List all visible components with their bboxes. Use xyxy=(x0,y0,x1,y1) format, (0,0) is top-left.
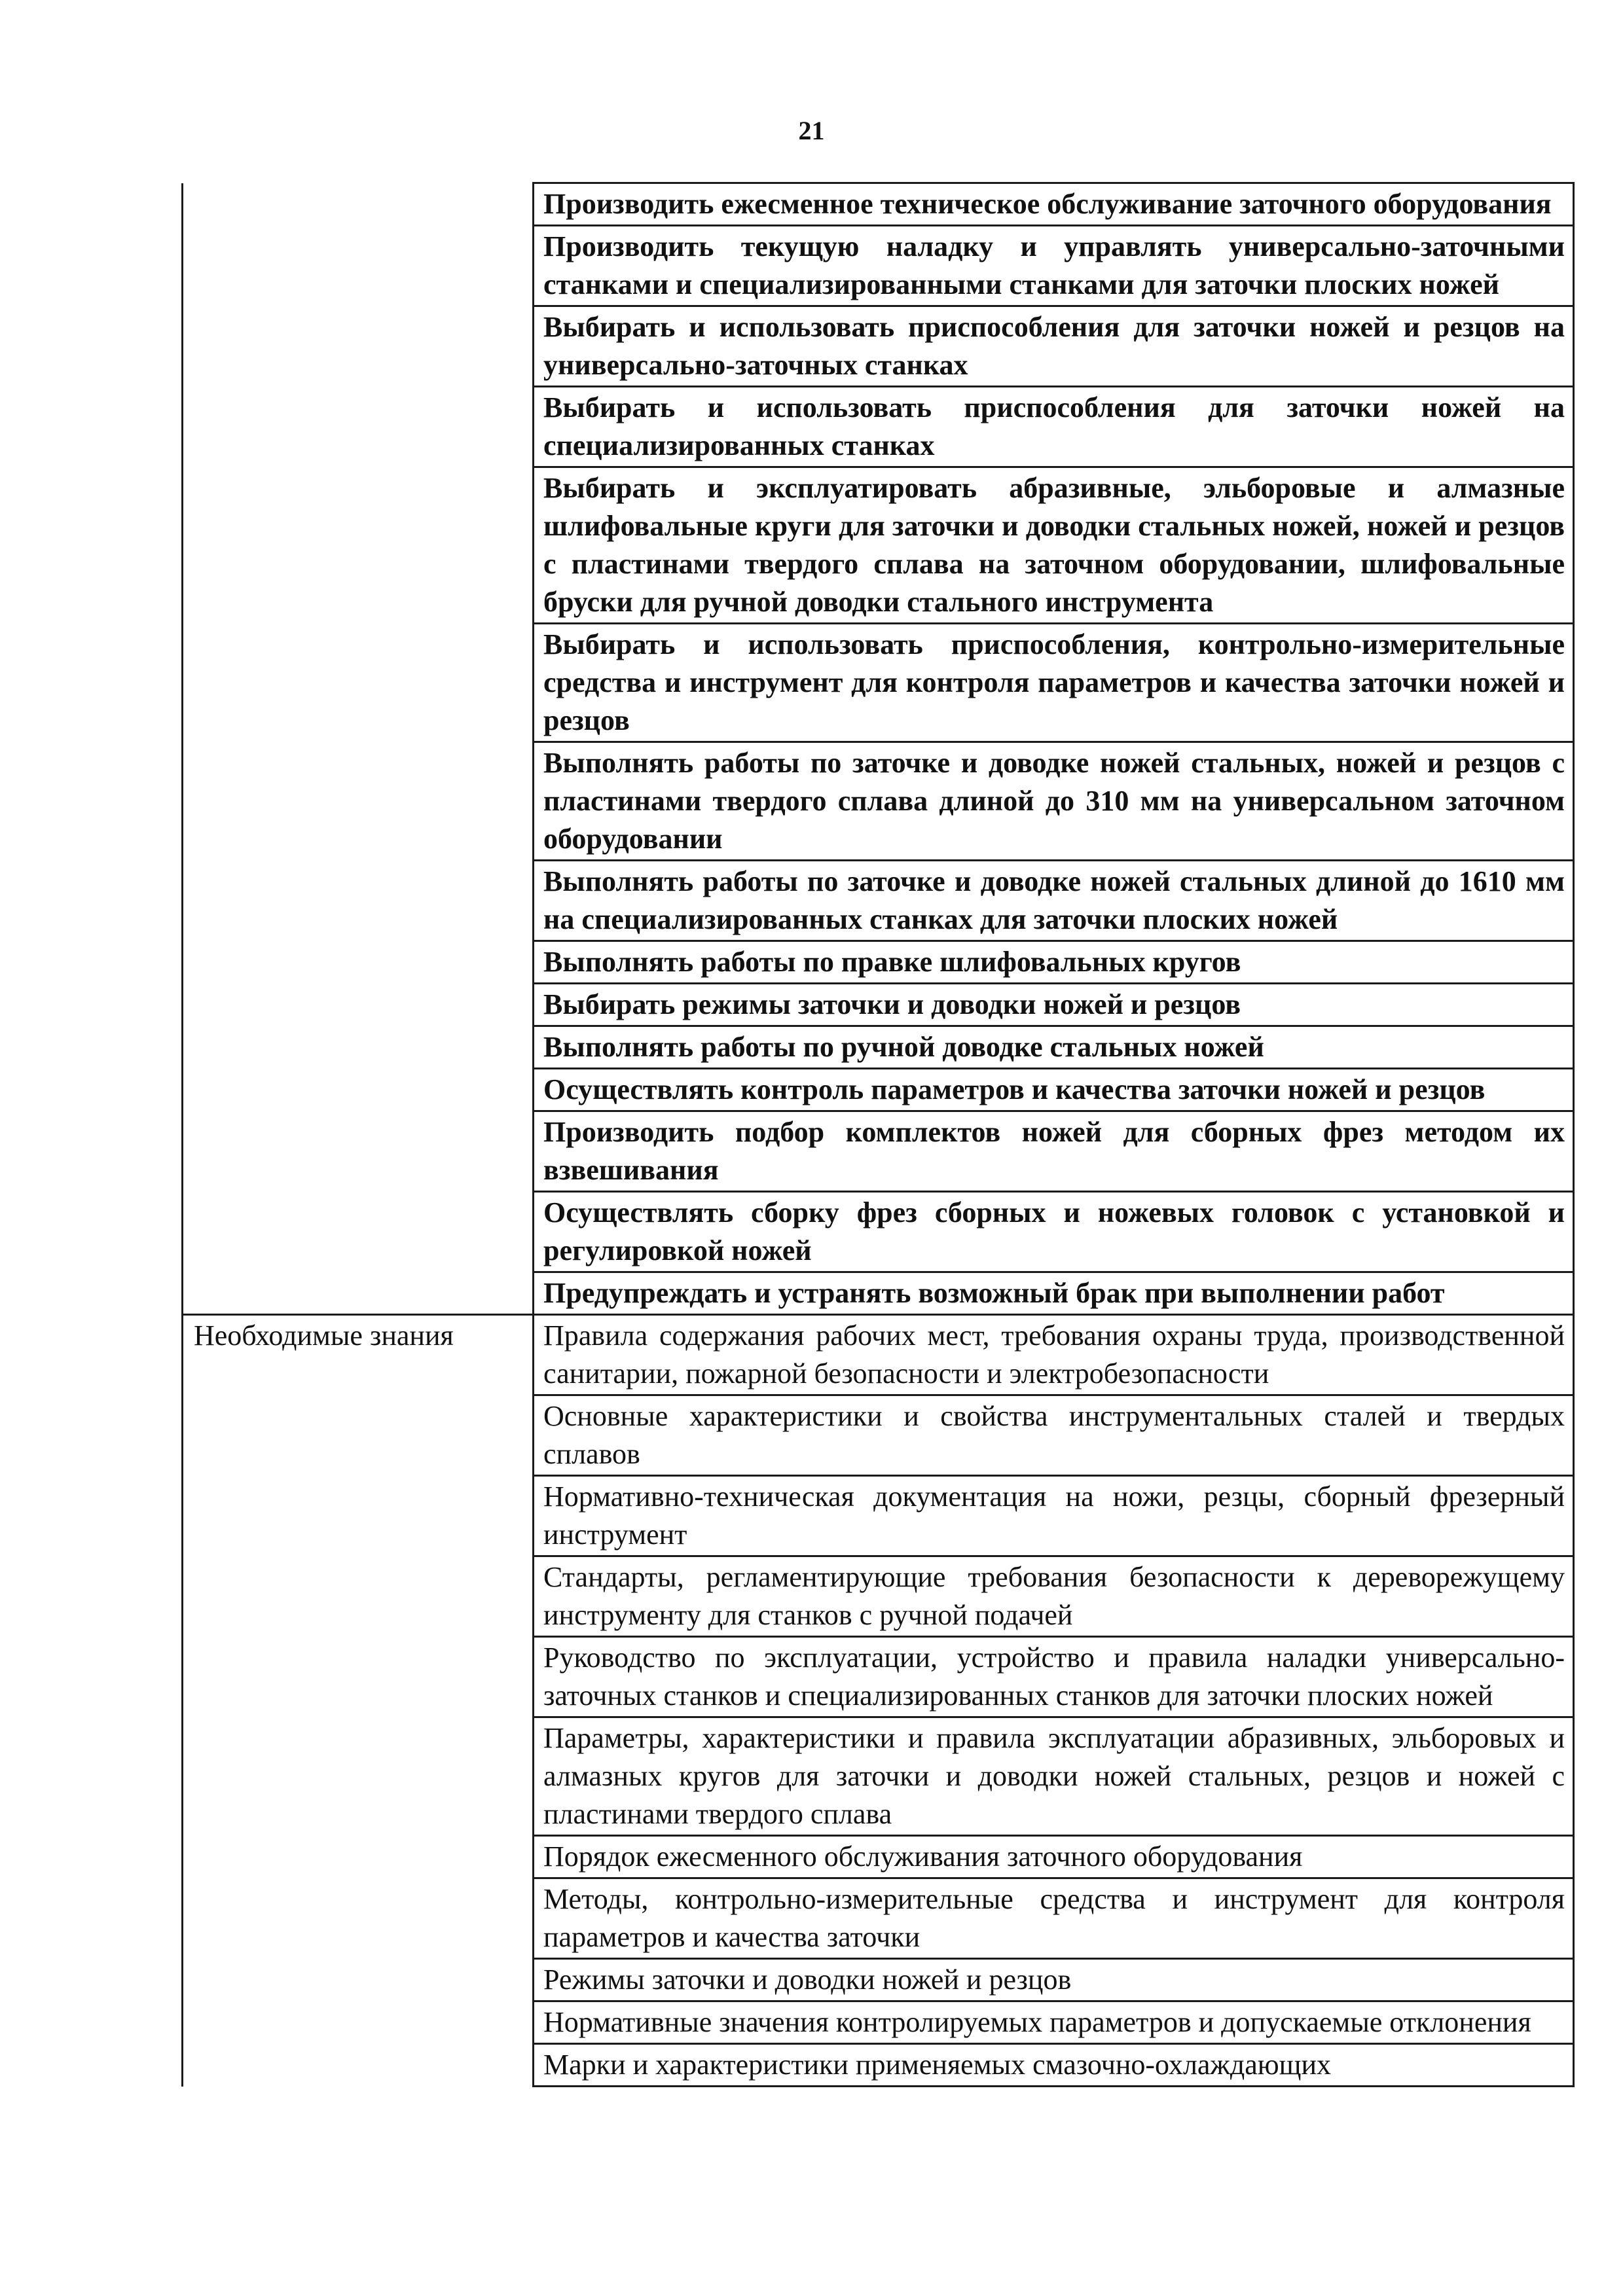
skills-item: Производить ежесменное техническое обслуживание заточного оборудования xyxy=(534,183,1574,226)
table-row xyxy=(183,742,1574,861)
skills-item: Выбирать и использовать приспособления, контрольно-измерительные средства и инструмент для контроля параметров и качества заточки ножей и резцов xyxy=(534,624,1574,742)
skills-section xyxy=(183,183,1574,1315)
label-cell-empty xyxy=(183,1069,534,1111)
label-cell-empty xyxy=(183,941,534,984)
label-cell-empty xyxy=(183,1717,534,1836)
table-row xyxy=(183,1717,1574,1836)
table-row xyxy=(183,1556,1574,1637)
competency-table xyxy=(181,182,1575,2087)
table-row xyxy=(183,1069,1574,1111)
label-cell-empty xyxy=(183,1026,534,1069)
table-row xyxy=(183,1836,1574,1878)
table-row xyxy=(183,984,1574,1026)
label-cell-empty xyxy=(183,2044,534,2087)
table-row xyxy=(183,861,1574,941)
knowledge-item: Руководство по эксплуатации, устройство и правила наладки универсально-заточных станков и специализированных станков для заточки плоских ножей xyxy=(534,1637,1574,1717)
table-row xyxy=(183,1272,1574,1315)
table-row xyxy=(183,2001,1574,2044)
skills-item: Предупреждать и устранять возможный брак при выполнении работ xyxy=(534,1272,1574,1315)
skills-item: Производить текущую наладку и управлять универсально-заточными станками и специализированными станками для заточки плоских ножей xyxy=(534,226,1574,306)
table-row xyxy=(183,2044,1574,2087)
skills-item: Выбирать и использовать приспособления для заточки ножей на специализированных станках xyxy=(534,387,1574,467)
skills-item: Осуществлять контроль параметров и качества заточки ножей и резцов xyxy=(534,1069,1574,1111)
label-cell-empty xyxy=(183,861,534,941)
table-row xyxy=(183,1878,1574,1959)
label-cell-empty xyxy=(183,1878,534,1959)
table-row xyxy=(183,387,1574,467)
knowledge-item: Марки и характеристики применяемых смазочно-охлаждающих xyxy=(534,2044,1574,2087)
skills-item: Выбирать и использовать приспособления для заточки ножей и резцов на универсально-заточных станках xyxy=(534,306,1574,387)
label-cell-empty xyxy=(183,984,534,1026)
table-row xyxy=(183,183,1574,226)
knowledge-item: Правила содержания рабочих мест, требования охраны труда, производственной санитарии, пожарной безопасности и электробезопасности xyxy=(534,1315,1574,1395)
label-cell-empty xyxy=(183,1836,534,1878)
knowledge-item: Нормативно-техническая документация на ножи, резцы, сборный фрезерный инструмент xyxy=(534,1476,1574,1556)
table-row xyxy=(183,941,1574,984)
skills-item: Выбирать режимы заточки и доводки ножей и резцов xyxy=(534,984,1574,1026)
skills-item: Выполнять работы по заточке и доводке ножей стальных длиной до 1610 мм на специализированных станках для заточки плоских ножей xyxy=(534,861,1574,941)
skills-item: Осуществлять сборку фрез сборных и ножевых головок с установкой и регулировкой ножей xyxy=(534,1192,1574,1272)
skills-item: Выполнять работы по ручной доводке стальных ножей xyxy=(534,1026,1574,1069)
label-cell-empty xyxy=(183,1111,534,1192)
table-row xyxy=(183,1476,1574,1556)
page-number: 21 xyxy=(798,116,825,145)
label-cell-empty xyxy=(183,387,534,467)
label-cell-empty xyxy=(183,306,534,387)
knowledge-item: Основные характеристики и свойства инструментальных сталей и твердых сплавов xyxy=(534,1395,1574,1476)
label-cell-empty xyxy=(183,1272,534,1315)
label-cell-empty xyxy=(183,467,534,624)
knowledge-item: Методы, контрольно-измерительные средства и инструмент для контроля параметров и качества заточки xyxy=(534,1878,1574,1959)
label-cell-empty xyxy=(183,742,534,861)
knowledge-label: Необходимые знания xyxy=(183,1315,534,1395)
knowledge-section xyxy=(183,1315,1574,2087)
table-row xyxy=(183,306,1574,387)
label-cell-empty xyxy=(183,2001,534,2044)
table-row xyxy=(183,1395,1574,1476)
label-cell-empty xyxy=(183,624,534,742)
label-cell-empty xyxy=(183,1192,534,1272)
table-row xyxy=(183,1637,1574,1717)
table-row xyxy=(183,226,1574,306)
table-row xyxy=(183,1959,1574,2001)
label-cell-empty xyxy=(183,1959,534,2001)
label-cell-empty xyxy=(183,1476,534,1556)
table-row xyxy=(183,1111,1574,1192)
table-row xyxy=(183,467,1574,624)
skills-item: Выбирать и эксплуатировать абразивные, эльборовые и алмазные шлифовальные круги для заточки и доводки стальных ножей, ножей и резцов с пластинами твердого сплава на заточном оборудовании, шлифовальные бруски для ручной доводки стального инструмента xyxy=(534,467,1574,624)
knowledge-item: Режимы заточки и доводки ножей и резцов xyxy=(534,1959,1574,2001)
label-cell-empty xyxy=(183,1556,534,1637)
knowledge-item: Стандарты, регламентирующие требования безопасности к дереворежущему инструменту для станков с ручной подачей xyxy=(534,1556,1574,1637)
table-row xyxy=(183,1026,1574,1069)
label-cell-empty xyxy=(183,1395,534,1476)
skills-item: Производить подбор комплектов ножей для сборных фрез методом их взвешивания xyxy=(534,1111,1574,1192)
table-row xyxy=(183,624,1574,742)
skills-item: Выполнять работы по заточке и доводке ножей стальных, ножей и резцов с пластинами твердого сплава длиной до 310 мм на универсальном заточном оборудовании xyxy=(534,742,1574,861)
label-cell-empty xyxy=(183,226,534,306)
knowledge-item: Параметры, характеристики и правила эксплуатации абразивных, эльборовых и алмазных кругов для заточки и доводки ножей стальных, резцов и ножей с пластинами твердого сплава xyxy=(534,1717,1574,1836)
knowledge-item: Нормативные значения контролируемых параметров и допускаемые отклонения xyxy=(534,2001,1574,2044)
table-row xyxy=(183,1192,1574,1272)
skills-item: Выполнять работы по правке шлифовальных кругов xyxy=(534,941,1574,984)
table-row xyxy=(183,1315,1574,1395)
skills-label xyxy=(183,183,534,226)
knowledge-item: Порядок ежесменного обслуживания заточного оборудования xyxy=(534,1836,1574,1878)
label-cell-empty xyxy=(183,1637,534,1717)
